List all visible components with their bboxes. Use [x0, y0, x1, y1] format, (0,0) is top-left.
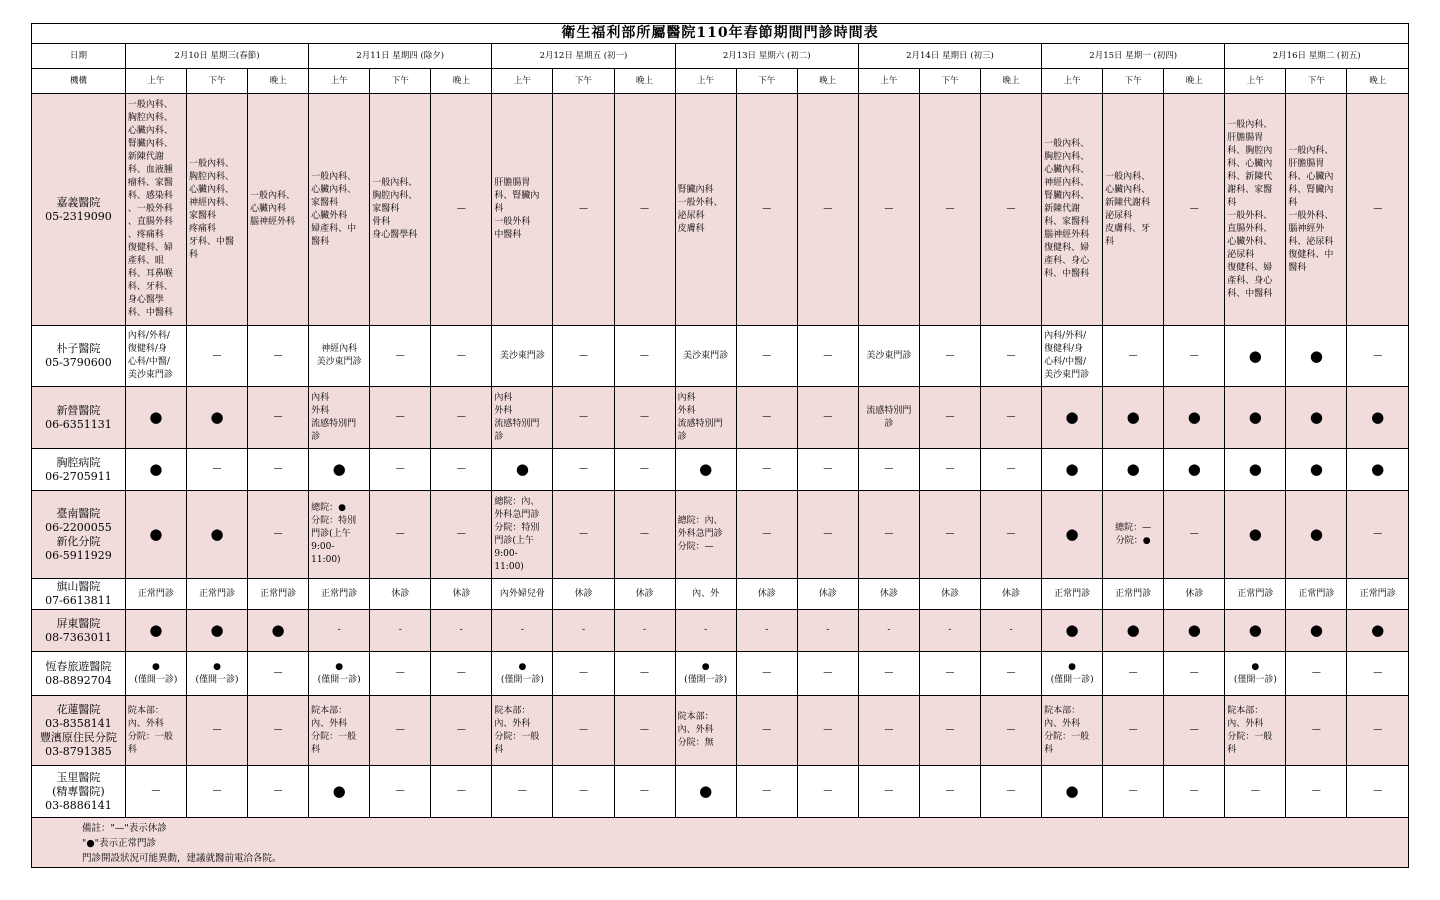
closed-dash: — [1286, 766, 1347, 818]
open-dot: ● [1286, 387, 1347, 449]
closed-dash: — [614, 696, 675, 766]
closed-dash: — [980, 491, 1041, 579]
period-header: 晚上 [614, 69, 675, 94]
schedule-cell: 內科 外科 流感特別門 診 [675, 387, 736, 449]
open-dot: ● [1286, 491, 1347, 579]
closed-dash: — [1164, 326, 1225, 387]
open-dot: ● [1042, 610, 1103, 652]
open-dot: ● [125, 491, 186, 579]
closed-dash: — [797, 326, 858, 387]
schedule-cell: 院本部： 內、外科 分院：無 [675, 696, 736, 766]
hospital-row [32, 652, 1409, 696]
day-header: 2月11日 星期四 (除夕) [309, 44, 492, 69]
schedule-cell: 正常門診 [125, 579, 186, 610]
period-header-row [32, 69, 1409, 94]
schedule-cell: 內科/外科/ 復健科/身 心科/中醫/ 美沙東門診 [125, 326, 186, 387]
closed-dash: — [1103, 326, 1164, 387]
closed-dash: — [1103, 652, 1164, 696]
closed-dash: — [1286, 696, 1347, 766]
closed-dash: — [1347, 652, 1409, 696]
schedule-cell: 正常門診 [248, 579, 309, 610]
closed-dash: - [736, 610, 797, 652]
open-dot: ● [1042, 449, 1103, 491]
closed-dash: — [248, 696, 309, 766]
schedule-cell: 肝膽腸胃 科、腎臟內 科 一般外科 中醫科 [492, 94, 553, 326]
hospital-row [32, 766, 1409, 818]
schedule-cell: 內科 外科 流感特別門 診 [309, 387, 370, 449]
schedule-cell: 正常門診 [1347, 579, 1409, 610]
schedule-cell: 內、外 [675, 579, 736, 610]
period-header: 晚上 [248, 69, 309, 94]
open-dot: ● [1347, 610, 1409, 652]
closed-dash: — [919, 491, 980, 579]
closed-dash: - [919, 610, 980, 652]
closed-dash: — [186, 326, 247, 387]
period-header: 下午 [736, 69, 797, 94]
open-dot: ● [1164, 610, 1225, 652]
open-dot: ● [675, 449, 736, 491]
closed-dash: — [980, 387, 1041, 449]
hospital-row [32, 94, 1409, 326]
period-header: 下午 [1286, 69, 1347, 94]
open-dot: ● [1103, 387, 1164, 449]
closed-dash: — [980, 766, 1041, 818]
schedule-cell: 流感特別門 診 [858, 387, 919, 449]
day-header: 2月14日 星期日 (初三) [858, 44, 1041, 69]
day-header: 2月10日 星期三(春節) [125, 44, 308, 69]
closed-dash: — [186, 696, 247, 766]
closed-dash: — [736, 449, 797, 491]
hospital-name: 朴子醫院 05-3790600 [32, 326, 126, 387]
closed-dash: — [858, 766, 919, 818]
closed-dash: — [370, 387, 431, 449]
schedule-cell: 美沙東門診 [492, 326, 553, 387]
schedule-cell: 一般內科、 肝膽腸胃 科、胸腔內 科、心臟內 科、新陳代 謝科、家醫 科 一般外科、 直腸外科、 心臟外科、 泌尿科 復健科、婦 產科、身心 科、中醫科 [1225, 94, 1286, 326]
closed-dash: — [431, 387, 492, 449]
schedule-cell: 一般內科、 心臟內科、 家醫科 心臟外科 婦產科、中 醫科 [309, 94, 370, 326]
hospital-row [32, 579, 1409, 610]
closed-dash: — [1347, 94, 1409, 326]
schedule-cell: 腎臟內科 一般外科、 泌尿科 皮膚科 [675, 94, 736, 326]
schedule-cell: 總院：— 分院：● [1103, 491, 1164, 579]
day-header: 2月16日 星期二 (初五) [1225, 44, 1409, 69]
open-dot: ● [1225, 387, 1286, 449]
closed-dash: — [1164, 766, 1225, 818]
closed-dash: — [858, 652, 919, 696]
closed-dash: — [1347, 766, 1409, 818]
open-dot: ● [309, 449, 370, 491]
schedule-cell: ● (僅開一診) [186, 652, 247, 696]
open-dot: ● [1042, 766, 1103, 818]
schedule-cell: 院本部： 內、外科 分院：一般 科 [309, 696, 370, 766]
day-header: 2月13日 星期六 (初二) [675, 44, 858, 69]
closed-dash: — [614, 491, 675, 579]
closed-dash: — [858, 696, 919, 766]
schedule-cell: 總院：● 分院：特別 門診(上午 9:00- 11:00) [309, 491, 370, 579]
closed-dash: — [370, 491, 431, 579]
schedule-cell: 正常門診 [186, 579, 247, 610]
open-dot: ● [1347, 387, 1409, 449]
closed-dash: — [980, 94, 1041, 326]
closed-dash: — [919, 94, 980, 326]
hospital-name: 恆春旅遊醫院 08-8892704 [32, 652, 126, 696]
closed-dash: — [736, 766, 797, 818]
closed-dash: — [186, 766, 247, 818]
hospital-name: 屏東醫院 08-7363011 [32, 610, 126, 652]
hospital-row [32, 326, 1409, 387]
closed-dash: — [919, 326, 980, 387]
open-dot: ● [186, 387, 247, 449]
closed-dash: — [370, 652, 431, 696]
schedule-cell: 正常門診 [1286, 579, 1347, 610]
closed-dash: — [125, 766, 186, 818]
open-dot: ● [1103, 610, 1164, 652]
hospital-row [32, 491, 1409, 579]
closed-dash: — [431, 94, 492, 326]
period-header: 下午 [553, 69, 614, 94]
closed-dash: — [858, 449, 919, 491]
closed-dash: — [980, 449, 1041, 491]
period-header: 晚上 [1164, 69, 1225, 94]
notes-row [32, 818, 1409, 868]
open-dot: ● [1347, 449, 1409, 491]
schedule-cell: 院本部： 內、外科 分院：一般 科 [492, 696, 553, 766]
hospital-row [32, 696, 1409, 766]
hospital-name: 玉里醫院 (精專醫院) 03-8886141 [32, 766, 126, 818]
closed-dash: — [370, 696, 431, 766]
open-dot: ● [1164, 449, 1225, 491]
closed-dash: — [919, 387, 980, 449]
closed-dash: — [248, 766, 309, 818]
closed-dash: - [370, 610, 431, 652]
closed-dash: — [370, 449, 431, 491]
closed-dash: — [553, 94, 614, 326]
day-header: 2月15日 星期一 (初四) [1042, 44, 1225, 69]
schedule-cell: 休診 [431, 579, 492, 610]
closed-dash: — [797, 652, 858, 696]
closed-dash: — [1347, 326, 1409, 387]
schedule-cell: 一般內科、 胸腔內科、 家醫科 骨科 身心醫學科 [370, 94, 431, 326]
closed-dash: — [553, 449, 614, 491]
schedule-cell: 正常門診 [309, 579, 370, 610]
schedule-cell: 院本部： 內、外科 分院：一般 科 [125, 696, 186, 766]
closed-dash: — [1225, 766, 1286, 818]
clinic-schedule-table [31, 23, 1409, 868]
closed-dash: — [553, 387, 614, 449]
closed-dash: - [309, 610, 370, 652]
open-dot: ● [1286, 326, 1347, 387]
hospital-name: 花蓮醫院 03-8358141 豐濱原住民分院 03-8791385 [32, 696, 126, 766]
schedule-cell: 休診 [736, 579, 797, 610]
closed-dash: - [675, 610, 736, 652]
hospital-name: 胸腔病院 06-2705911 [32, 449, 126, 491]
closed-dash: — [553, 652, 614, 696]
closed-dash: - [614, 610, 675, 652]
closed-dash: — [736, 94, 797, 326]
schedule-cell: 總院：內、 外科急門診 分院：特別 門診(上午 9:00- 11:00) [492, 491, 553, 579]
open-dot: ● [1286, 449, 1347, 491]
closed-dash: — [736, 491, 797, 579]
schedule-cell: ● (僅開一診) [675, 652, 736, 696]
open-dot: ● [1042, 491, 1103, 579]
closed-dash: — [1286, 652, 1347, 696]
closed-dash: — [919, 449, 980, 491]
schedule-cell: ● (僅開一診) [1225, 652, 1286, 696]
period-header: 上午 [675, 69, 736, 94]
closed-dash: — [248, 387, 309, 449]
closed-dash: — [431, 449, 492, 491]
open-dot: ● [1103, 449, 1164, 491]
closed-dash: — [248, 449, 309, 491]
closed-dash: - [980, 610, 1041, 652]
open-dot: ● [492, 449, 553, 491]
closed-dash: - [858, 610, 919, 652]
schedule-cell: 正常門診 [1103, 579, 1164, 610]
closed-dash: — [858, 94, 919, 326]
closed-dash: - [553, 610, 614, 652]
schedule-cell: 一般內科、 肝膽腸胃 科、心臟內 科、腎臟內 科 一般外科、 腦神經外 科、泌尿科 復健科、中 醫科 [1286, 94, 1347, 326]
period-header: 晚上 [797, 69, 858, 94]
date-header-row [32, 44, 1409, 69]
schedule-cell: ● (僅開一診) [1042, 652, 1103, 696]
closed-dash: — [736, 652, 797, 696]
closed-dash: - [431, 610, 492, 652]
closed-dash: - [492, 610, 553, 652]
schedule-cell: 內科/外科/ 復健科/身 心科/中醫/ 美沙東門診 [1042, 326, 1103, 387]
schedule-cell: ● (僅開一診) [309, 652, 370, 696]
closed-dash: — [553, 766, 614, 818]
schedule-cell: 正常門診 [1042, 579, 1103, 610]
closed-dash: — [919, 652, 980, 696]
hospital-name: 旗山醫院 07-6613811 [32, 579, 126, 610]
closed-dash: — [431, 326, 492, 387]
hospital-name: 嘉義醫院 05-2319090 [32, 94, 126, 326]
notes: 備註："—"表示休診 "●"表示正常門診 門診開設狀況可能異動，建議就醫前電洽各院。 [32, 818, 1409, 868]
closed-dash: — [431, 652, 492, 696]
closed-dash: — [797, 449, 858, 491]
closed-dash: — [1164, 491, 1225, 579]
closed-dash: — [797, 696, 858, 766]
closed-dash: — [919, 766, 980, 818]
closed-dash: — [248, 326, 309, 387]
open-dot: ● [125, 387, 186, 449]
closed-dash: — [248, 491, 309, 579]
schedule-cell: 休診 [919, 579, 980, 610]
page-title: 衛生福利部所屬醫院110年春節期間門診時間表 [32, 24, 1409, 44]
closed-dash: — [492, 766, 553, 818]
closed-dash: — [248, 652, 309, 696]
closed-dash: — [614, 652, 675, 696]
open-dot: ● [1225, 449, 1286, 491]
closed-dash: — [614, 326, 675, 387]
schedule-cell: ● (僅開一診) [125, 652, 186, 696]
open-dot: ● [1225, 326, 1286, 387]
closed-dash: — [553, 326, 614, 387]
open-dot: ● [1225, 491, 1286, 579]
closed-dash: — [370, 326, 431, 387]
schedule-cell: 美沙東門診 [675, 326, 736, 387]
closed-dash: — [1164, 94, 1225, 326]
open-dot: ● [248, 610, 309, 652]
closed-dash: — [736, 387, 797, 449]
hospital-row [32, 387, 1409, 449]
schedule-cell: 一般內科、 心臟內科 腦神經外科 [248, 94, 309, 326]
closed-dash: - [797, 610, 858, 652]
closed-dash: — [431, 766, 492, 818]
schedule-cell: 一般內科、 胸腔內科、 心臟內科、 神經內科、 腎臟內科、 新陳代謝 科、家醫科 腦神經外科 復健科、婦 產科、身心 科、中醫科 [1042, 94, 1103, 326]
closed-dash: — [980, 326, 1041, 387]
schedule-cell: 休診 [614, 579, 675, 610]
closed-dash: — [1347, 491, 1409, 579]
closed-dash: — [797, 387, 858, 449]
open-dot: ● [125, 610, 186, 652]
schedule-cell: 一般內科、 心臟內科、 新陳代謝科 泌尿科 皮膚科、牙 科 [1103, 94, 1164, 326]
hospital-name: 新營醫院 06-6351131 [32, 387, 126, 449]
hospital-row [32, 449, 1409, 491]
schedule-cell: 內外婦兒骨 [492, 579, 553, 610]
schedule-cell: 休診 [370, 579, 431, 610]
open-dot: ● [186, 491, 247, 579]
period-header: 上午 [1042, 69, 1103, 94]
day-header: 2月12日 星期五 (初一) [492, 44, 675, 69]
schedule-cell: 休診 [1164, 579, 1225, 610]
closed-dash: — [614, 449, 675, 491]
hospital-row [32, 610, 1409, 652]
closed-dash: — [980, 652, 1041, 696]
closed-dash: — [1164, 652, 1225, 696]
period-header: 上午 [309, 69, 370, 94]
open-dot: ● [1225, 610, 1286, 652]
closed-dash: — [736, 696, 797, 766]
closed-dash: — [1347, 696, 1409, 766]
hospital-name: 臺南醫院 06-2200055 新化分院 06-5911929 [32, 491, 126, 579]
closed-dash: — [797, 491, 858, 579]
closed-dash: — [1103, 766, 1164, 818]
closed-dash: — [858, 491, 919, 579]
schedule-cell: 神經內科 美沙東門診 [309, 326, 370, 387]
schedule-cell: 休診 [980, 579, 1041, 610]
period-header: 下午 [186, 69, 247, 94]
period-header: 晚上 [1347, 69, 1409, 94]
schedule-cell: 休診 [797, 579, 858, 610]
schedule-cell: 院本部： 內、外科 分院：一般 科 [1042, 696, 1103, 766]
closed-dash: — [431, 696, 492, 766]
closed-dash: — [980, 696, 1041, 766]
period-header: 上午 [125, 69, 186, 94]
schedule-cell: 院本部： 內、外科 分院：一般 科 [1225, 696, 1286, 766]
date-label: 日期 [32, 44, 126, 69]
period-header: 晚上 [431, 69, 492, 94]
closed-dash: — [797, 766, 858, 818]
org-label: 機構 [32, 69, 126, 94]
period-header: 上午 [858, 69, 919, 94]
schedule-cell: 美沙東門診 [858, 326, 919, 387]
closed-dash: — [797, 94, 858, 326]
open-dot: ● [309, 766, 370, 818]
period-header: 上午 [492, 69, 553, 94]
closed-dash: — [1164, 696, 1225, 766]
schedule-cell: 休診 [553, 579, 614, 610]
schedule-cell: ● (僅開一診) [492, 652, 553, 696]
schedule-cell: 一般內科、 胸腔內科、 心臟內科、 神經內科、 家醫科 疼痛科 牙科、中醫 科 [186, 94, 247, 326]
schedule-cell: 總院：內、 外科急門診 分院：— [675, 491, 736, 579]
closed-dash: — [919, 696, 980, 766]
schedule-cell: 內科 外科 流感特別門 診 [492, 387, 553, 449]
period-header: 下午 [919, 69, 980, 94]
closed-dash: — [553, 491, 614, 579]
schedule-cell: 一般內科、 胸腔內科、 心臟內科、 腎臟內科、 新陳代謝 科、血液腫 瘤科、家醫 科、感染科 、一般外科 、直腸外科 、疼痛科 復健科、婦 產科、眼 科、耳鼻喉 科、牙科、 身心醫學 科、中醫科 [125, 94, 186, 326]
open-dot: ● [1164, 387, 1225, 449]
closed-dash: — [186, 449, 247, 491]
closed-dash: — [614, 387, 675, 449]
open-dot: ● [186, 610, 247, 652]
open-dot: ● [1042, 387, 1103, 449]
closed-dash: — [370, 766, 431, 818]
open-dot: ● [1286, 610, 1347, 652]
title-row [32, 24, 1409, 44]
period-header: 下午 [370, 69, 431, 94]
schedule-cell: 正常門診 [1225, 579, 1286, 610]
period-header: 下午 [1103, 69, 1164, 94]
open-dot: ● [675, 766, 736, 818]
closed-dash: — [614, 766, 675, 818]
schedule-cell: 休診 [858, 579, 919, 610]
closed-dash: — [1103, 696, 1164, 766]
closed-dash: — [431, 491, 492, 579]
closed-dash: — [614, 94, 675, 326]
open-dot: ● [125, 449, 186, 491]
period-header: 晚上 [980, 69, 1041, 94]
period-header: 上午 [1225, 69, 1286, 94]
closed-dash: — [736, 326, 797, 387]
closed-dash: — [553, 696, 614, 766]
